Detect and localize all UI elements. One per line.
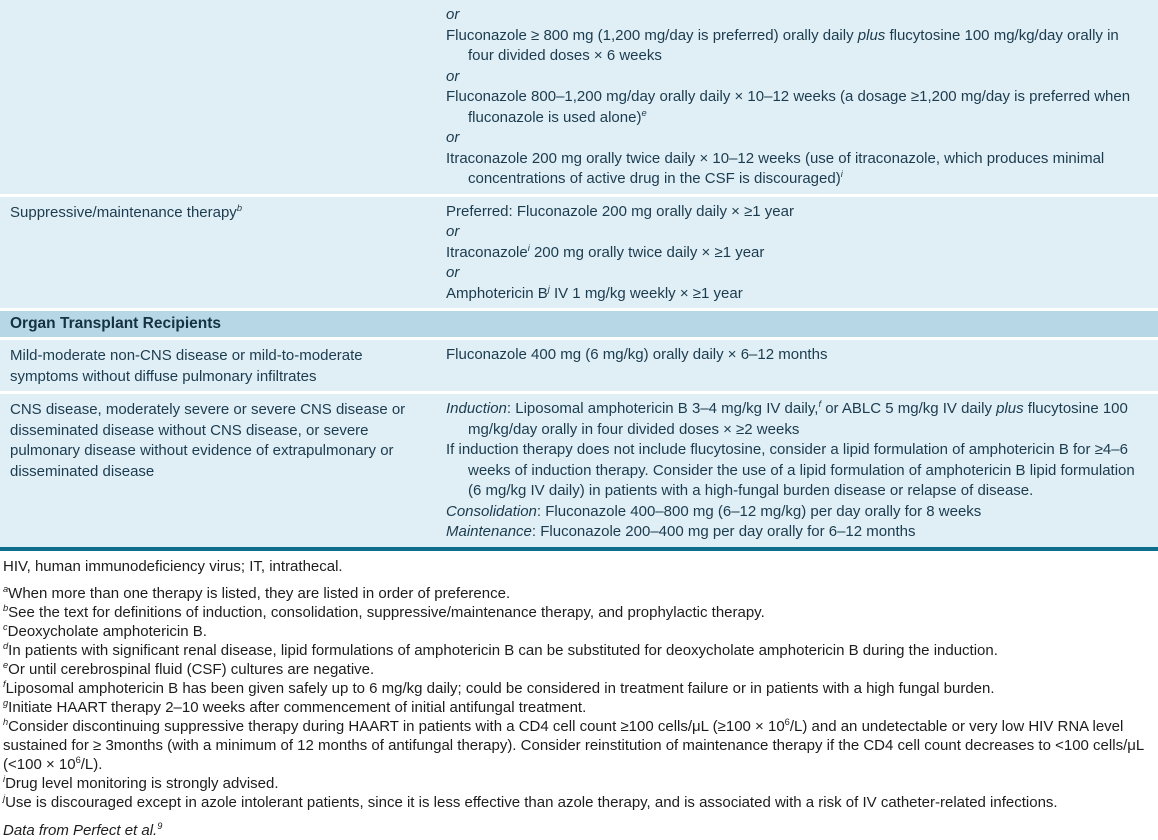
regimen-line: or <box>446 67 460 85</box>
abbreviations-note: HIV, human immunodeficiency virus; IT, intrathecal. <box>3 557 343 575</box>
regimen-line: or <box>446 264 460 281</box>
regimen-line: Itraconazole 200 mg orally twice daily × 10–12 weeks (use of itraconazole, which produces minimal concentrations of active drug in the CSF is discouraged)$^i$ <box>446 149 1105 187</box>
regimen-line: Itraconazole$^i$ 200 mg orally twice daily × ≥1 year <box>446 242 765 261</box>
regimen-line: Preferred: Fluconazole 200 mg orally daily × ≥1 year <box>446 202 794 220</box>
footnote-h: $^h$Consider discontinuing suppressive therapy during HAART in patients with a CD4 cell count ≥100 cells/μL $(\ge 100 \times 10^6/L)$ and an undetectable or very low HIV RNA level sustained for ≥ 3months (with a minimum of 12 months of antifungal therapy). Consider reinstitution of maintenance therapy if the CD4 cell count decreases to <100 cells/μL $(<100 \times 10^6/L)$. <box>3 716 1144 773</box>
row-left-cell <box>0 197 438 309</box>
footnote-f: $^f$Liposomal amphotericin B has been given safely up to 6 mg/kg daily; could be considered in treatment failure or in patients with a high fungal burden. <box>3 678 995 697</box>
footnote-i: $^i$Drug level monitoring is strongly advised. <box>3 773 279 792</box>
regimen-line: Fluconazole ≥ 800 mg (1,200 mg/day is preferred) orally daily plus flucytosine 100 mg/kg/day orally in four divided doses × 6 weeks <box>446 26 1119 64</box>
regimen-line: Maintenance: Fluconazole 200–400 mg per day orally for 6–12 months <box>446 523 916 540</box>
table-row <box>0 197 1158 312</box>
row-left-cell <box>0 394 438 547</box>
condition-label: Mild-moderate non-CNS disease or mild-to-moderate symptoms without diffuse pulmonary infiltrates <box>10 347 363 385</box>
row-left-cell <box>0 0 438 194</box>
data-source-note: Data from Perfect et al.$^9$ <box>3 820 163 839</box>
footnote-e: $^e$Or until cerebrospinal fluid (CSF) cultures are negative. <box>3 659 375 678</box>
footnote-d: $^d$In patients with significant renal disease, lipid formulations of amphotericin B can be substituted for deoxycholate amphotericin B during the induction. <box>3 640 998 659</box>
row-left-cell <box>0 340 438 391</box>
footnote-a: $^a$When more than one therapy is listed, they are listed in order of preference. <box>3 583 511 602</box>
footnotes-section <box>0 551 1158 840</box>
regimen-line: or <box>446 223 460 240</box>
row-right-cell <box>438 340 1158 391</box>
footnote-b: $^b$See the text for definitions of induction, consolidation, suppressive/maintenance therapy, and prophylactic therapy. <box>3 602 765 621</box>
regimen-line: or <box>446 6 460 23</box>
table-row <box>0 0 1158 197</box>
regimen-line: Fluconazole 400 mg (6 mg/kg) orally daily × 6–12 months <box>446 346 828 363</box>
regimen-line: If induction therapy does not include flucytosine, consider a lipid formulation of amphotericin B for ≥4–6 weeks of induction therapy. Consider the use of a lipid formulation of amphotericin B lipid formulation (6 mg/kg IV daily) in patients with a high-fungal burden disease or relapse of disease. <box>446 441 1135 499</box>
footnote-j: $^j$Use is discouraged except in azole intolerant patients, since it is less effective than azole therapy, and is associated with a risk of IV catheter-related infections. <box>3 792 1058 811</box>
condition-label: CNS disease, moderately severe or severe CNS disease or disseminated disease without CNS disease, or severe pulmonary disease without evidence of extrapulmonary or disseminated disease <box>10 401 406 480</box>
row-right-cell <box>438 197 1158 309</box>
regimen-line: Consolidation: Fluconazole 400–800 mg (6–12 mg/kg) per day orally for 8 weeks <box>446 502 982 520</box>
row-right-cell <box>438 394 1158 547</box>
regimen-line: Amphotericin $B^j$ IV 1 mg/kg weekly × ≥1 year <box>446 283 743 302</box>
condition-label: Suppressive/maintenance therapy$^b$ <box>10 202 242 221</box>
regimen-line: Induction: Liposomal amphotericin B 3–4 mg/kg IV daily,$^f$ or ABLC 5 mg/kg IV daily plus flucytosine 100 mg/kg/day orally in four divided doses × ≥2 weeks <box>446 399 1128 438</box>
table-row <box>0 394 1158 547</box>
section-header-label: Organ Transplant Recipients <box>10 315 222 332</box>
table-row <box>0 340 1158 394</box>
footnote-g: $^g$Initiate HAART therapy 2–10 weeks after commencement of initial antifungal treatment. <box>3 697 587 716</box>
section-header-organ-transplant <box>0 311 1158 340</box>
footnote-c: $^c$Deoxycholate amphotericin B. <box>3 621 207 640</box>
regimen-line: or <box>446 129 460 146</box>
regimen-line: Fluconazole 800–1,200 mg/day orally daily × 10–12 weeks (a dosage ≥1,200 mg/day is preferred when fluconazole is used alone)$^e$ <box>446 88 1131 126</box>
row-right-cell <box>438 0 1158 194</box>
